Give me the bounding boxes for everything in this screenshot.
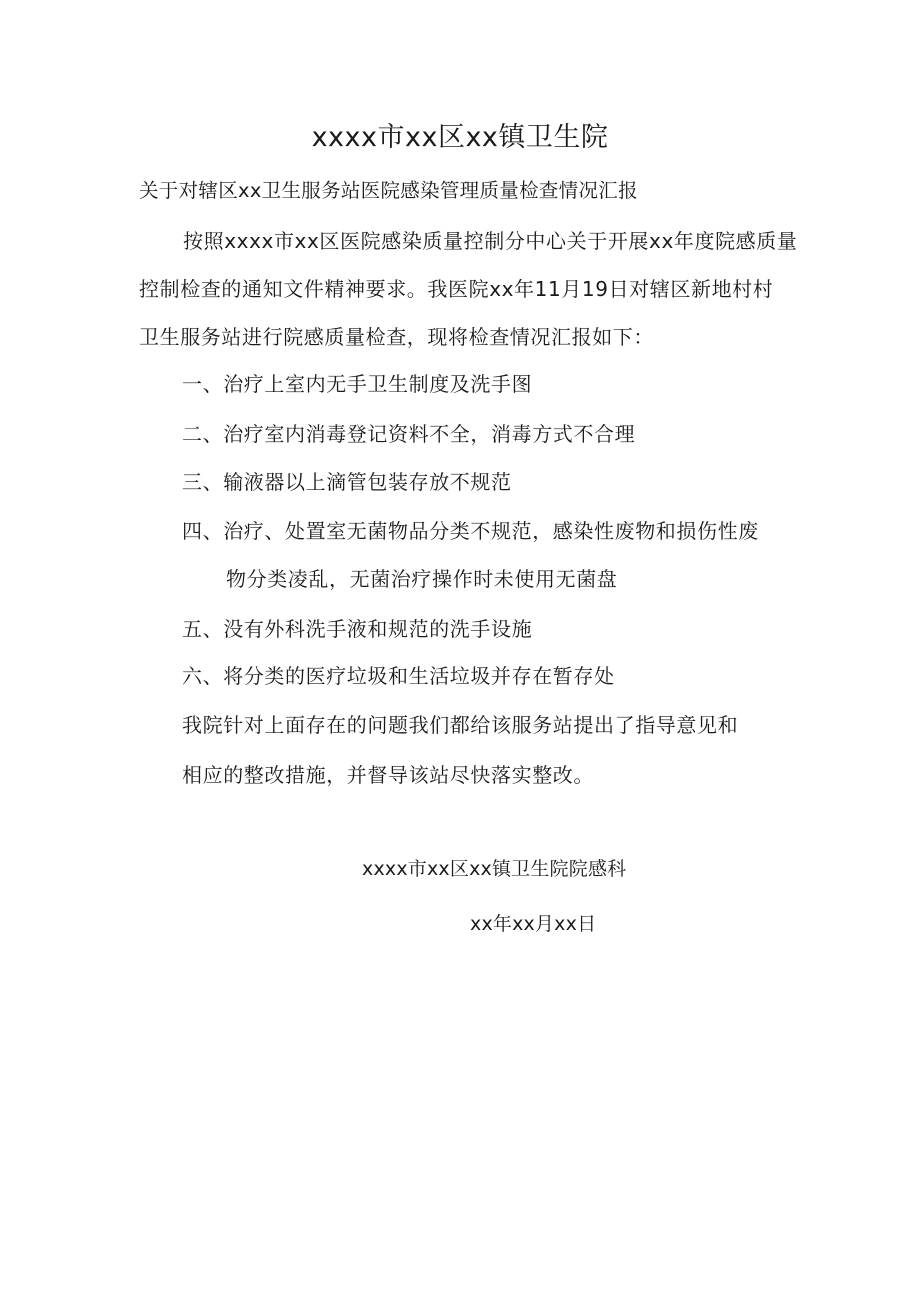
intro-line-2: 控制检查的通知文件精神要求。我医院xx年11月19日对辖区新地村村 <box>139 277 774 301</box>
finding-item-3: 三、输液器以上滴管包装存放不规范 <box>182 470 512 494</box>
conclusion-line-1: 我院针对上面存在的问题我们都给该服务站提出了指导意见和 <box>182 713 739 737</box>
signature-organization: xxxx市xx区xx镇卫生院院感科 <box>362 858 627 880</box>
finding-item-1: 一、治疗上室内无手卫生制度及洗手图 <box>182 372 533 396</box>
conclusion-line-2: 相应的整改措施，并督导该站尽快落实整改。 <box>182 763 594 787</box>
intro-line-1: 按照xxxx市xx区医院感染质量控制分中心关于开展xx年度院感质量 <box>183 229 798 253</box>
finding-item-2: 二、治疗室内消毒登记资料不全，消毒方式不合理 <box>182 422 636 446</box>
finding-item-5: 五、没有外科洗手液和规范的洗手设施 <box>182 617 533 641</box>
document-subtitle: 关于对辖区xx卫生服务站医院感染管理质量检查情况汇报 <box>139 179 638 202</box>
finding-item-6: 六、将分类的医疗垃圾和生活垃圾并存在暂存处 <box>182 664 615 688</box>
finding-item-4: 四、治疗、处置室无菌物品分类不规范，感染性废物和损伤性废 <box>182 519 759 543</box>
signature-date: xx年xx月xx日 <box>470 913 597 935</box>
finding-item-4-continued: 物分类凌乱，无菌治疗操作时未使用无菌盘 <box>226 567 618 591</box>
document-title: xxxx市xx区xx镇卫生院 <box>311 122 609 153</box>
intro-line-3: 卫生服务站进行院感质量检查，现将检查情况汇报如下： <box>139 325 654 349</box>
